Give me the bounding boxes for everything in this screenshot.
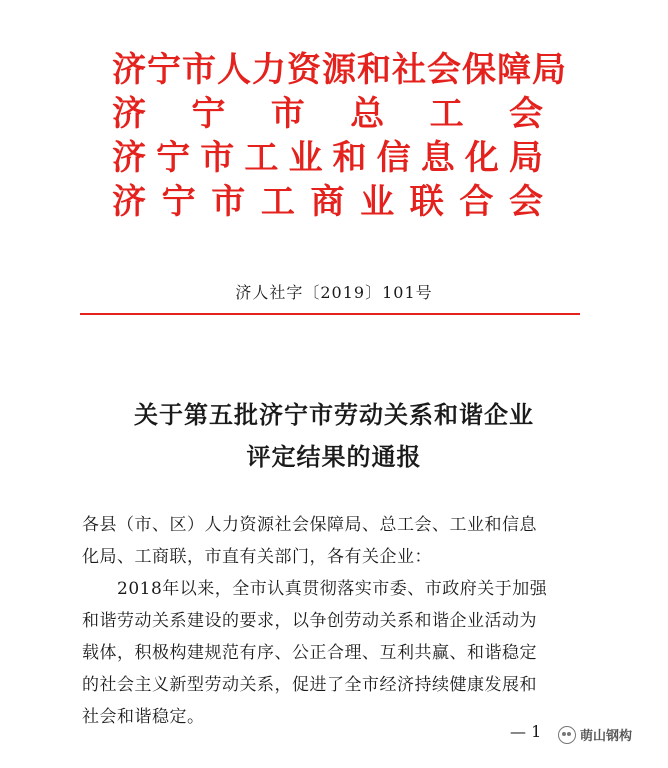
body-line: 载体，积极构建规范有序、公正合理、互利共赢、和谐稳定: [82, 643, 537, 663]
document-number: 济人社字〔2019〕101号: [235, 283, 433, 302]
issuer-name: 济宁市工商业联合会: [112, 182, 544, 222]
body-line: 各县（市、区）人力资源社会保障局、总工会、工业和信息: [82, 515, 537, 535]
body-line: 2018年以来，全市认真贯彻落实市委、市政府关于加强: [82, 579, 548, 599]
watermark: [558, 725, 632, 744]
body-line: 社会和谐稳定。: [82, 707, 205, 727]
document-title-line-2: 评定结果的通报: [246, 442, 422, 471]
issuer-name: 济宁市工业和信息化局: [112, 138, 544, 178]
issuer-name: 济宁市总工会: [112, 94, 544, 134]
watermark-text: 萌山钢构: [580, 729, 633, 744]
issuer-block: [112, 48, 567, 224]
wechat-icon: [558, 726, 576, 744]
body-line: 的社会主义新型劳动关系，促进了全市经济持续健康发展和: [82, 675, 537, 695]
body-line: 和谐劳动关系建设的要求，以争创劳动关系和谐企业活动为: [82, 611, 537, 631]
document-title-line-1: 关于第五批济宁市劳动关系和谐企业: [134, 400, 534, 429]
red-divider: [80, 313, 580, 315]
body-line: 化局、工商联，市直有关部门，各有关企业：: [82, 547, 432, 567]
issuer-name: 济宁市人力资源和社会保障局: [112, 50, 567, 90]
page-number: — 1: [510, 722, 542, 741]
